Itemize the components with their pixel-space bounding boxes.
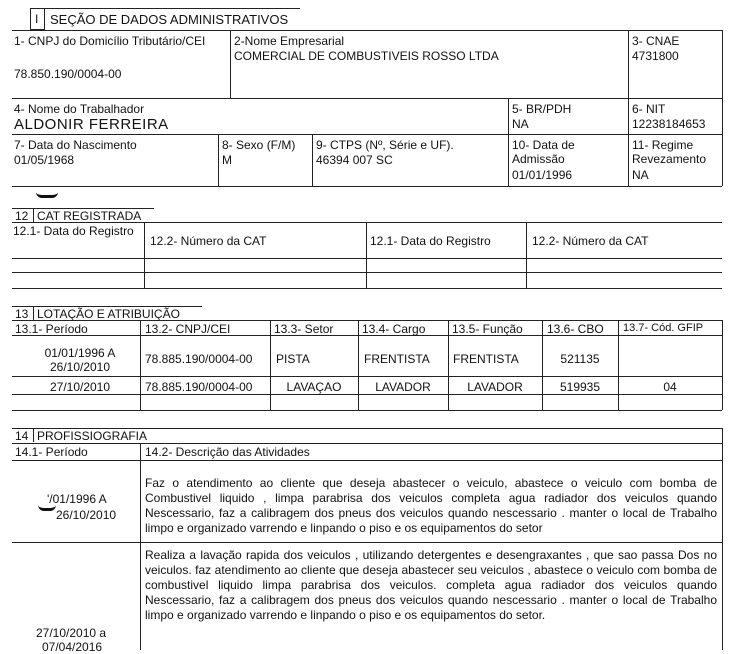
lotacao-header-cbo: 13.6- CBO — [547, 322, 604, 336]
nome-empresarial-label: 2-Nome Empresarial — [234, 34, 345, 48]
profissiografia-row-2-periodo-a: 27/10/2010 a — [36, 626, 107, 640]
profissiografia-header-descricao: 14.2- Descrição das Atividades — [145, 445, 310, 459]
ctps-label: 9- CTPS (Nº, Série e UF). — [316, 138, 454, 152]
lotacao-row-2-cargo: LAVADOR — [375, 380, 431, 394]
nascimento-label: 7- Data do Nascimento — [14, 138, 137, 152]
punch-mark-2 — [38, 505, 56, 511]
lotacao-row-1-cargo: FRENTISTA — [364, 352, 430, 366]
lotacao-row-1-periodo-b: 26/10/2010 — [49, 360, 111, 374]
admissao-value: 01/01/1996 — [512, 168, 573, 182]
lotacao-row-2-periodo: 27/10/2010 — [49, 380, 111, 394]
cat-col-data-registro-1: 12.1- Data do Registro — [13, 224, 134, 238]
admissao-label: 10- Data de Admissão — [512, 138, 575, 167]
cnae-value: 4731800 — [632, 49, 679, 63]
profissiografia-row-1-descricao: Faz o atendimento ao cliente que deseja abastecer o veiculo, abastece o veiculo com bomba de Combustivel liquido , limpa parabrisa dos veiculos completa agua radiador dos veiculos quando Nescessario, faz a calibragem dos pneus dos veiculos quando nescessario . manter o local de Trabalho limpo e organizado varrendo e linpando o piso e os equipamentos do setor — [145, 476, 717, 535]
lotacao-header-gfip: 13.7- Cód. GFIP — [623, 322, 704, 334]
lotacao-row-1-cnpj: 78.885.190/0004-00 — [145, 352, 253, 366]
lotacao-row-2-funcao: LAVADOR — [467, 380, 523, 394]
cat-col-numero-1: 12.2- Número da CAT — [150, 234, 267, 248]
lotacao-row-1-periodo-a: 01/01/1996 A — [44, 346, 116, 360]
lotacao-row-2-setor: LAVAÇAO — [286, 380, 342, 394]
trabalhador-label: 4- Nome do Trabalhador — [14, 102, 145, 116]
lotacao-row-2-gfip: 04 — [663, 380, 677, 394]
lotacao-row-1-funcao: FRENTISTA — [453, 352, 519, 366]
nit-label: 6- NIT — [632, 102, 666, 116]
sexo-label: 8- Sexo (F/M) — [222, 138, 296, 152]
lotacao-header-setor: 13.3- Setor — [274, 322, 334, 336]
regime-value: NA — [632, 168, 649, 182]
lotacao-row-2-cbo: 519935 — [559, 380, 601, 394]
trabalhador-value: ALDONIR FERREIRA — [14, 116, 169, 133]
lotacao-row-2-cnpj: 78.885.190/0004-00 — [145, 380, 253, 394]
profissiografia-row-2-periodo-b: 07/04/2016 — [42, 640, 103, 654]
cnpj-label: 1- CNPJ do Domicílio Tributário/CEI — [14, 34, 206, 48]
cat-col-numero-2: 12.2- Número da CAT — [532, 234, 649, 248]
profissiografia-row-1-periodo-a: '/01/1996 A — [47, 492, 107, 506]
regime-label: 11- Regime Revezamento — [632, 138, 707, 167]
profissiografia-row-2-descricao: Realiza a lavação rapida dos veiculos , utilizando detergentes e desengraxantes , que sao passa Dos no veiculos. faz atendimento ao cliente que deseja abastecer seu veiculos , abastece o veiculo com bomba de combustivel liquido limpa parabrisa dos veiculos. completa agua radiador dos veiculos quando Nescessario, faz a calibragem dos pneus dos veiculos quando nescessario . manter o local de Trabalho limpo e organizado varrendo e linpando o piso e os equipamentos do setor. — [145, 548, 717, 622]
profissiografia-row-1-periodo-b: 26/10/2010 — [56, 508, 117, 522]
nascimento-value: 01/05/1968 — [14, 153, 75, 167]
br-pdh-label: 5- BR/PDH — [512, 102, 572, 116]
section-13-title: LOTAÇÃO E ATRIBUIÇÃO — [37, 307, 180, 321]
section-13-number: 13 — [15, 307, 29, 321]
profissiografia-header-periodo: 14.1- Período — [15, 445, 88, 459]
sexo-value: M — [222, 153, 232, 167]
lotacao-header-cnpj: 13.2- CNPJ/CEI — [145, 322, 231, 336]
lotacao-row-1-cbo: 521135 — [560, 352, 600, 366]
section-1-title: SEÇÃO DE DADOS ADMINISTRATIVOS — [50, 12, 289, 27]
section-12-title: CAT REGISTRADA — [37, 209, 142, 223]
nome-empresarial-value: COMERCIAL DE COMBUSTIVEIS ROSSO LTDA — [234, 49, 499, 63]
section-14-number: 14 — [15, 429, 29, 443]
section-14-title: PROFISSIOGRAFIA — [37, 429, 148, 443]
lotacao-header-periodo: 13.1- Período — [15, 322, 88, 336]
ctps-value: 46394 007 SC — [316, 153, 393, 167]
cnae-label: 3- CNAE — [632, 34, 680, 48]
lotacao-row-1-setor: PISTA — [276, 352, 310, 366]
section-1-number: I — [35, 12, 39, 26]
punch-mark — [36, 192, 58, 198]
br-pdh-value: NA — [512, 117, 529, 131]
lotacao-header-funcao: 13.5- Função — [452, 322, 523, 336]
section-12-number: 12 — [15, 209, 29, 223]
lotacao-header-cargo: 13.4- Cargo — [362, 322, 426, 336]
cnpj-value: 78.850.190/0004-00 — [14, 67, 122, 81]
nit-value: 12238184653 — [632, 117, 706, 131]
cat-col-data-registro-2: 12.1- Data do Registro — [370, 234, 491, 248]
